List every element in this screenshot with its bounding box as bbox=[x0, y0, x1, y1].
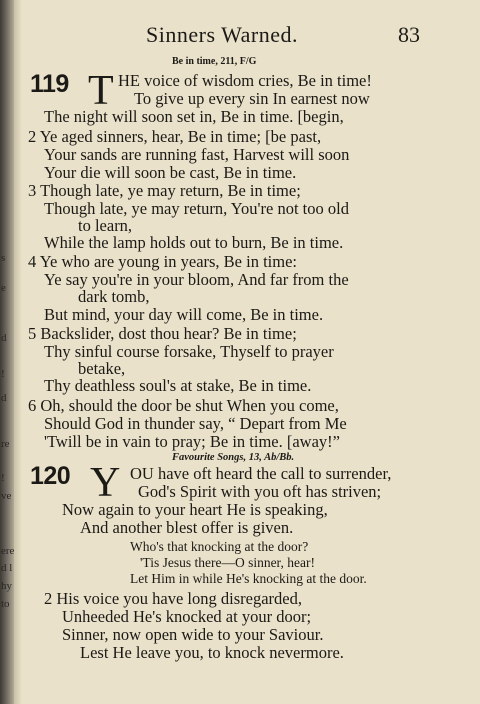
hymn-line: betake, bbox=[78, 359, 126, 378]
hymn-line: Unheeded He's knocked at your door; bbox=[62, 607, 312, 626]
drop-cap: T bbox=[88, 68, 114, 114]
hymn-number: 119 bbox=[30, 70, 69, 98]
drop-cap: Y bbox=[90, 460, 121, 506]
spine-bleed-text: ere bbox=[1, 545, 15, 557]
hymn-line: dark tomb, bbox=[78, 287, 150, 306]
hymn-line: Lest He leave you, to knock nevermore. bbox=[80, 643, 344, 662]
hymn-line: Ye say you're in your bloom, And far from the bbox=[44, 270, 349, 289]
hymn-line: But mind, your day will come, Be in time. bbox=[44, 305, 324, 324]
spine-bleed-text: d bbox=[1, 392, 7, 404]
hymn-line: And another blest offer is given. bbox=[80, 518, 294, 537]
spine-bleed-text: d bbox=[1, 332, 7, 344]
chorus-line: 'Tis Jesus there—O sinner, hear! bbox=[140, 555, 315, 570]
hymn-line: 5 Backslider, dost thou hear? Be in time; bbox=[28, 324, 297, 343]
hymn-line: 3 Though late, ye may return, Be in time; bbox=[28, 181, 301, 200]
hymn-line: Your sands are running fast, Harvest will soon bbox=[44, 145, 350, 164]
hymn-line: Should God in thunder say, “ Depart from Me bbox=[44, 414, 347, 433]
hymn-line: 6 Oh, should the door be shut When you come, bbox=[28, 396, 339, 415]
hymn-number: 120 bbox=[30, 462, 71, 490]
page-header-title: Sinners Warned. bbox=[146, 22, 298, 47]
spine-bleed-text: ! bbox=[1, 472, 5, 484]
hymn-line: Your die will soon be cast, Be in time. bbox=[44, 163, 297, 182]
hymn-line: 2 His voice you have long disregarded, bbox=[44, 589, 302, 608]
spine-bleed-text: d l bbox=[1, 562, 13, 574]
meter-note: Be in time, 211, F/G bbox=[172, 56, 257, 67]
hymn-line: Thy deathless soul's at stake, Be in time. bbox=[44, 376, 312, 395]
chorus-line: Let Him in while He's knocking at the door. bbox=[130, 571, 367, 586]
spine-bleed-text: ! bbox=[1, 368, 5, 380]
hymn-line: 2 Ye aged sinners, hear, Be in time; [be past, bbox=[28, 127, 322, 146]
hymn-line: The night will soon set in, Be in time. [begin, bbox=[44, 107, 344, 126]
spine-bleed-text: hy bbox=[1, 580, 12, 592]
hymn-line: While the lamp holds out to burn, Be in time. bbox=[44, 233, 344, 252]
spine-bleed-text: s bbox=[1, 252, 6, 264]
chorus-line: Who's that knocking at the door? bbox=[130, 539, 309, 554]
hymn-line: God's Spirit with you oft has striven; bbox=[138, 482, 382, 501]
spine-bleed-text: e bbox=[1, 282, 6, 294]
hymn-line: to learn, bbox=[78, 216, 133, 235]
spine-bleed-text: re bbox=[1, 438, 10, 450]
hymn-line: Sinner, now open wide to your Saviour. bbox=[62, 625, 324, 644]
page-number: 83 bbox=[398, 22, 420, 47]
page-gutter bbox=[14, 0, 22, 704]
hymn-line: HE voice of wisdom cries, Be in time! bbox=[118, 71, 372, 90]
spine-bleed-text: ve bbox=[1, 490, 12, 502]
spine-bleed-text: to bbox=[1, 598, 10, 610]
hymn-line: 'Twill be in vain to pray; Be in time. [away!” bbox=[44, 432, 340, 451]
hymn-line: OU have oft heard the call to surrender, bbox=[130, 464, 392, 483]
tune-note: Favourite Songs, 13, Ab/Bb. bbox=[172, 452, 295, 463]
hymn-line: To give up every sin In earnest now bbox=[134, 89, 370, 108]
hymn-line: Thy sinful course forsake, Thyself to prayer bbox=[44, 342, 334, 361]
hymn-line: Though late, ye may return, You're not too old bbox=[44, 199, 349, 218]
hymn-line: 4 Ye who are young in years, Be in time: bbox=[28, 252, 298, 271]
hymn-line: Now again to your heart He is speaking, bbox=[62, 500, 328, 519]
